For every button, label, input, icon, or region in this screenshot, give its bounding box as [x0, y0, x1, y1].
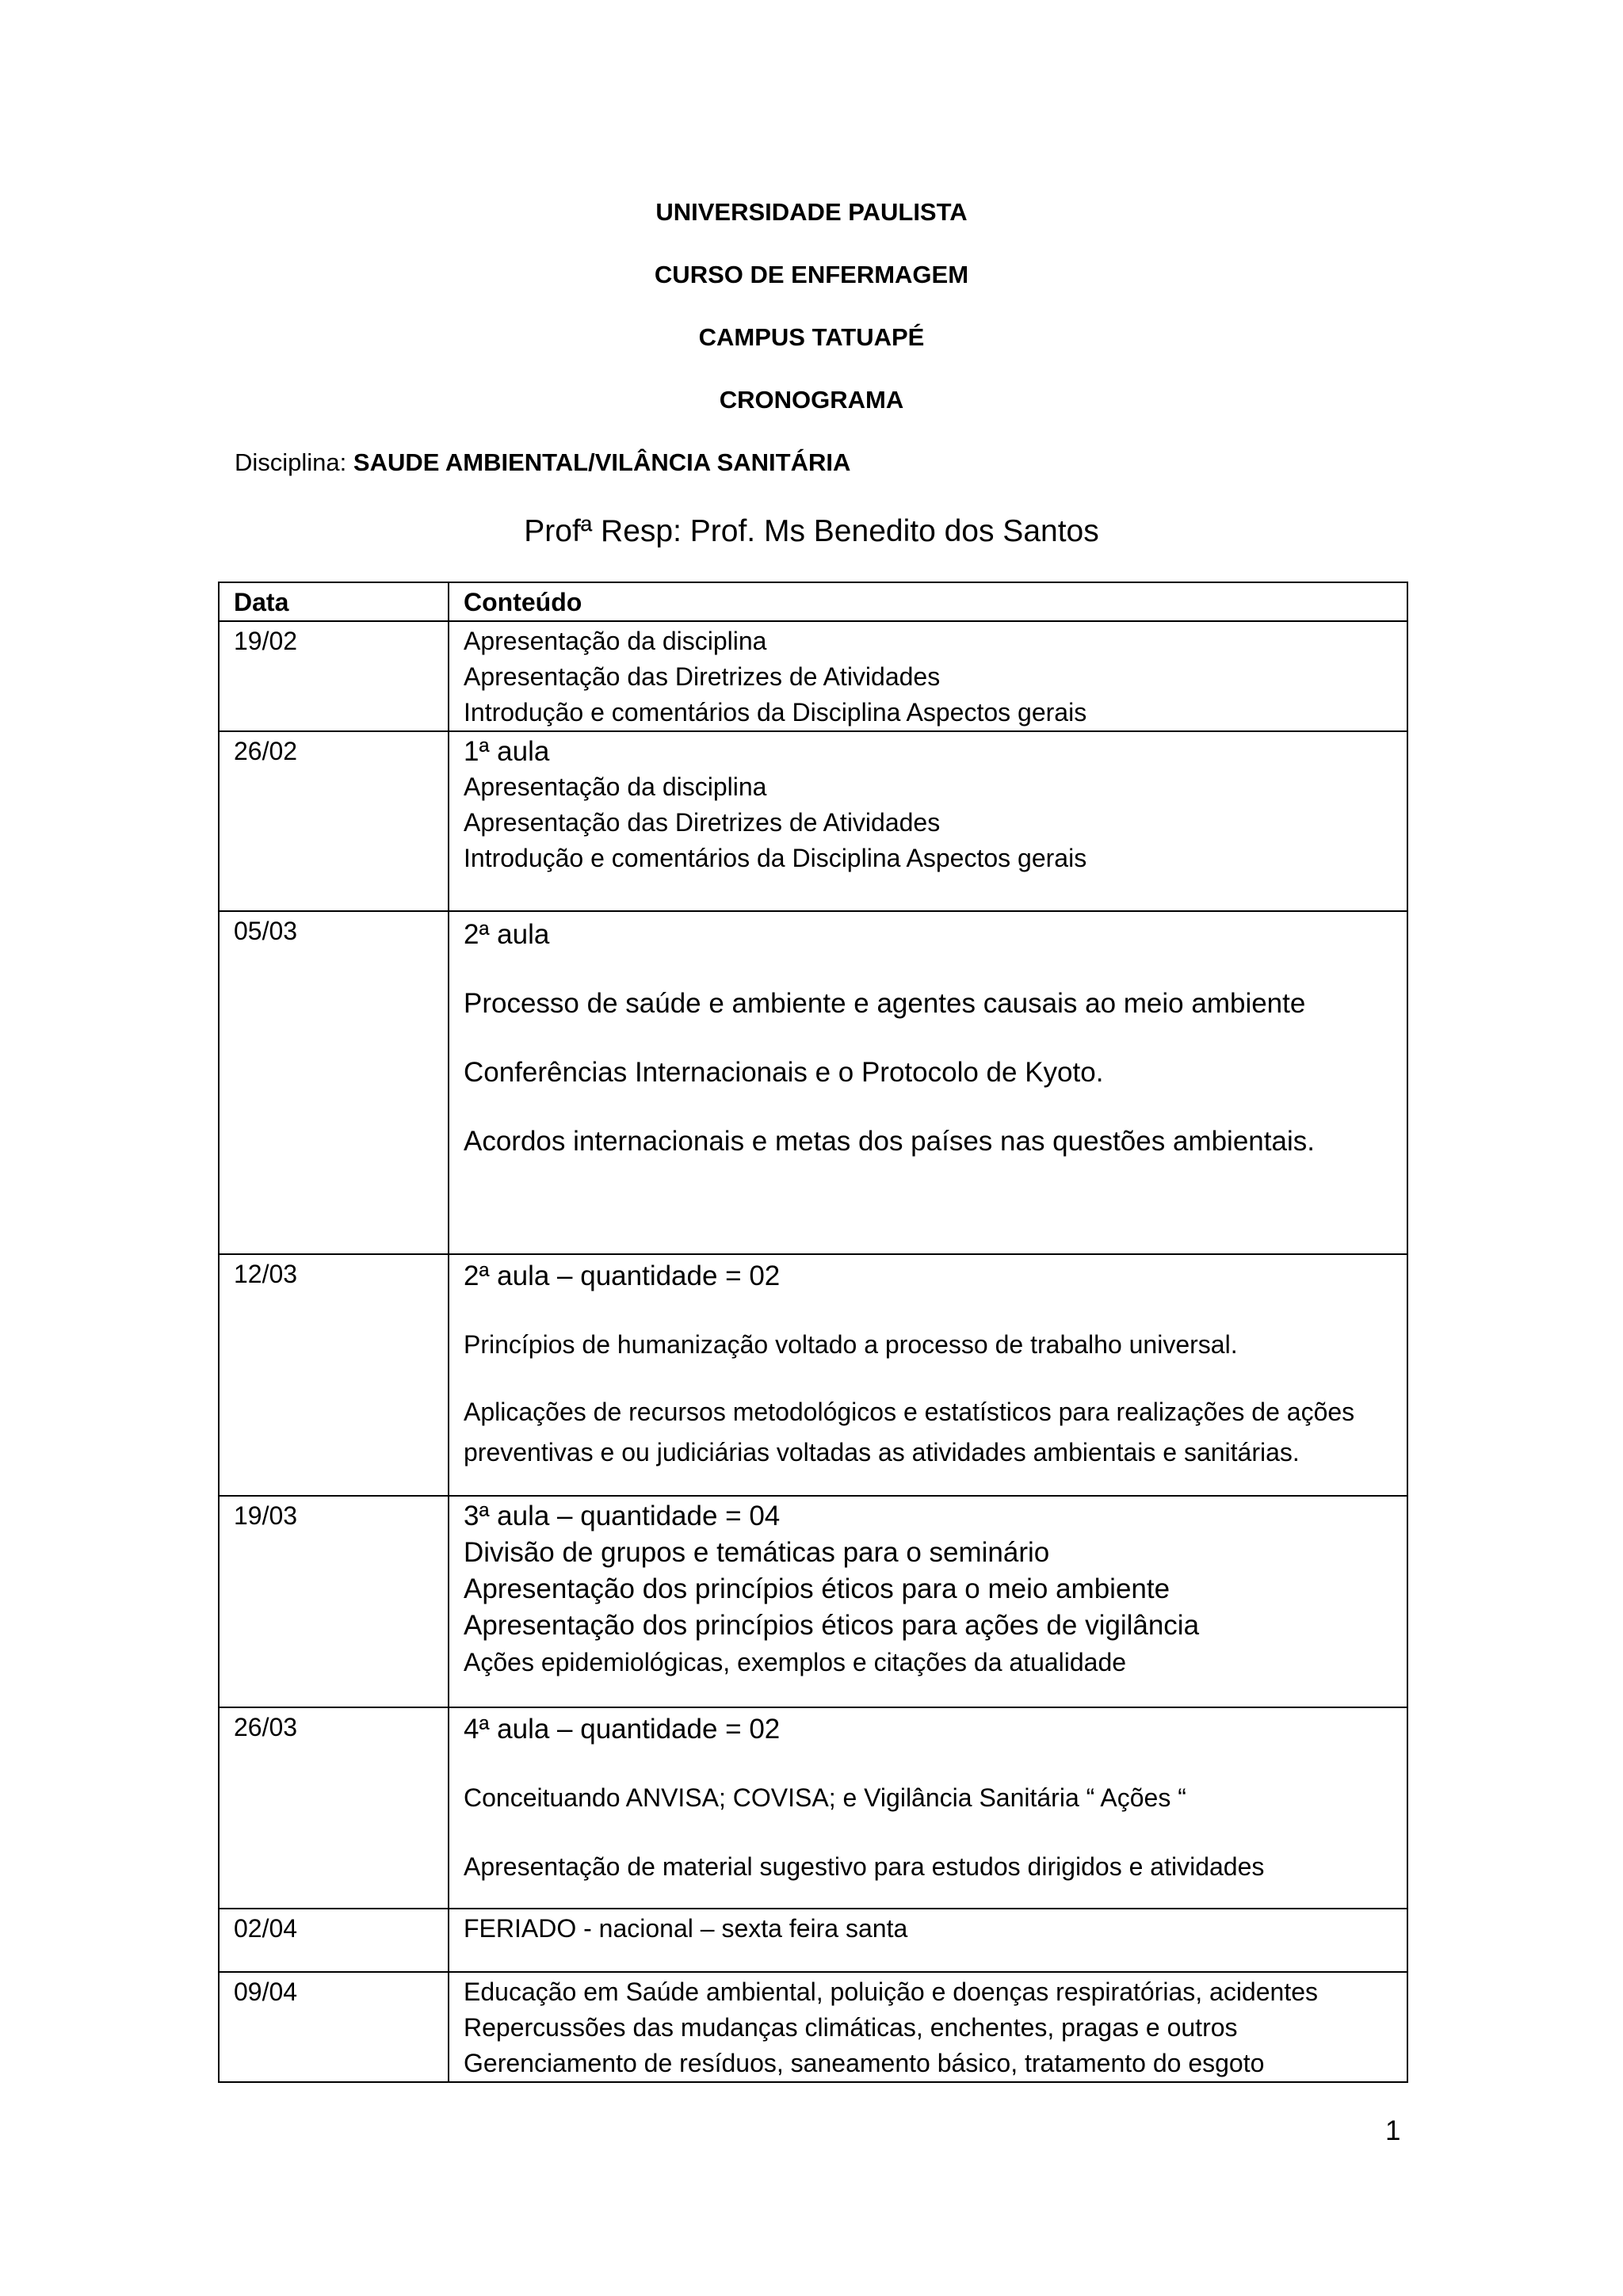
- table-row: [219, 621, 1407, 731]
- row-content: [449, 1254, 1407, 1496]
- row-content: [449, 1909, 1407, 1972]
- content-line: 4ª aula – quantidade = 02: [464, 1714, 781, 1745]
- discipline-line: [235, 447, 850, 479]
- content-line: Apresentação das Diretrizes de Atividades: [464, 808, 941, 837]
- content-line: Apresentação de material sugestivo para estudos dirigidos e atividades: [464, 1852, 1265, 1881]
- header-content: Conteúdo: [449, 582, 1407, 621]
- content-line: Acordos internacionais e metas dos países nas questões ambientais.: [464, 1126, 1315, 1157]
- content-line: Divisão de grupos e temáticas para o seminário: [464, 1537, 1050, 1568]
- content-line: Introdução e comentários da Disciplina Aspectos gerais: [464, 844, 1087, 872]
- row-content: [449, 1707, 1407, 1909]
- campus-title: CAMPUS TATUAPÉ: [698, 323, 925, 351]
- table-row: [219, 1496, 1407, 1707]
- content-line: Apresentação dos princípios éticos para ações de vigilância: [464, 1610, 1200, 1641]
- row-content: [449, 731, 1407, 911]
- row-content: [449, 1972, 1407, 2082]
- content-line: 3ª aula – quantidade = 04: [464, 1501, 781, 1531]
- table-row: [219, 1972, 1407, 2082]
- content-line: Conferências Internacionais e o Protocolo de Kyoto.: [464, 1057, 1104, 1088]
- row-content: [449, 1496, 1407, 1707]
- table-row: [219, 731, 1407, 911]
- content-line: Aplicações de recursos metodológicos e estatísticos para realizações de ações: [464, 1398, 1355, 1426]
- content-line: Educação em Saúde ambiental, poluição e doenças respiratórias, acidentes: [464, 1978, 1318, 2006]
- table-row: [219, 911, 1407, 1254]
- page-number: 1: [1385, 2115, 1401, 2146]
- professor-line: Profª Resp: Prof. Ms Benedito dos Santos: [524, 514, 1099, 548]
- discipline-label: Disciplina:: [235, 448, 347, 476]
- content-line: Apresentação das Diretrizes de Atividades: [464, 662, 941, 691]
- content-line: Processo de saúde e ambiente e agentes causais ao meio ambiente: [464, 988, 1306, 1019]
- row-date: 12/03: [219, 1254, 449, 1496]
- content-line: 1ª aula: [464, 736, 550, 767]
- schedule-table: [218, 582, 1408, 2083]
- university-title: UNIVERSIDADE PAULISTA: [655, 198, 968, 226]
- content-line: 2ª aula: [464, 919, 550, 950]
- table-row: [219, 1254, 1407, 1496]
- content-line: Gerenciamento de resíduos, saneamento básico, tratamento do esgoto: [464, 2049, 1265, 2077]
- course-title: CURSO DE ENFERMAGEM: [654, 261, 969, 288]
- content-line: Conceituando ANVISA; COVISA; e Vigilância Sanitária “ Ações “: [464, 1783, 1186, 1812]
- content-line: Apresentação da disciplina: [464, 772, 767, 801]
- row-content: [449, 911, 1407, 1254]
- content-line: FERIADO - nacional – sexta feira santa: [464, 1914, 908, 1943]
- content-line: Apresentação dos princípios éticos para o meio ambiente: [464, 1573, 1170, 1604]
- row-date: 26/02: [219, 731, 449, 911]
- table-row: [219, 1707, 1407, 1909]
- row-date: 02/04: [219, 1909, 449, 1972]
- header-date: Data: [219, 582, 449, 621]
- row-date: 05/03: [219, 911, 449, 1254]
- row-date: 19/03: [219, 1496, 449, 1707]
- content-line: Apresentação da disciplina: [464, 627, 767, 655]
- content-line: preventivas e ou judiciárias voltadas as atividades ambientais e sanitárias.: [464, 1438, 1300, 1466]
- row-content: [449, 621, 1407, 731]
- document-title: CRONOGRAMA: [719, 386, 904, 414]
- content-line: Ações epidemiológicas, exemplos e citações da atualidade: [464, 1648, 1127, 1676]
- row-date: 19/02: [219, 621, 449, 731]
- content-line: Introdução e comentários da Disciplina Aspectos gerais: [464, 698, 1087, 727]
- row-date: 26/03: [219, 1707, 449, 1909]
- table-header-row: [219, 582, 1407, 621]
- content-line: Repercussões das mudanças climáticas, enchentes, pragas e outros: [464, 2013, 1238, 2042]
- content-line: Princípios de humanização voltado a processo de trabalho universal.: [464, 1330, 1238, 1359]
- content-line: 2ª aula – quantidade = 02: [464, 1261, 781, 1291]
- row-date: 09/04: [219, 1972, 449, 2082]
- table-row: [219, 1909, 1407, 1972]
- discipline-name: SAUDE AMBIENTAL/VILÂNCIA SANITÁRIA: [353, 448, 851, 476]
